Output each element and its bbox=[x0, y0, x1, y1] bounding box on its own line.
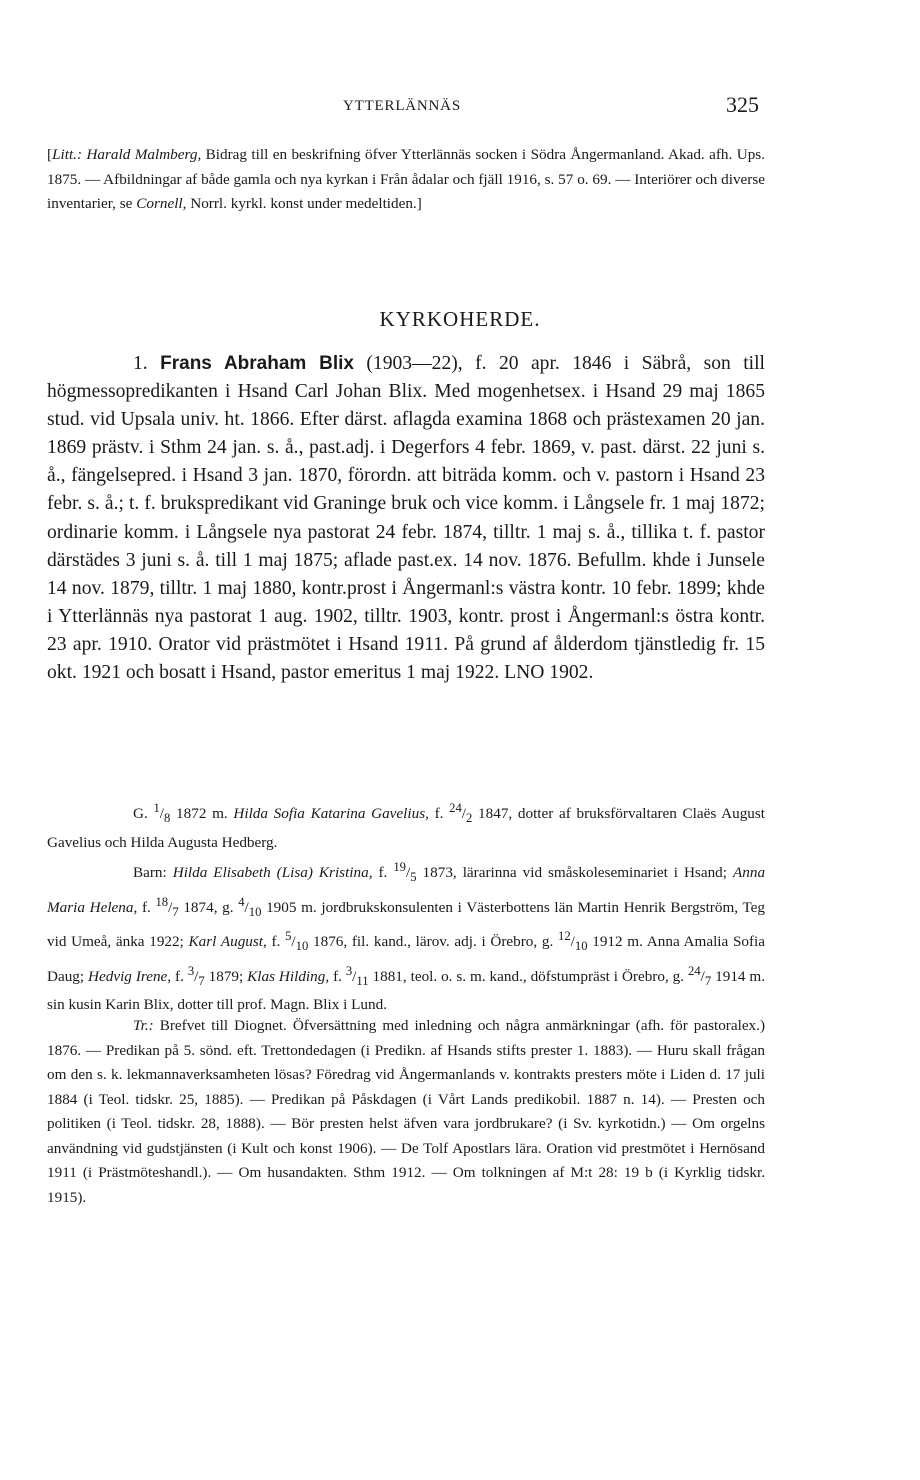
date-sup: 1 bbox=[153, 801, 160, 815]
works-text: Brefvet till Diognet. Öfversättning med inledning och några anmärkningar (afh. för pastoralex.) 1876. — Predikan på 5. sönd. eft. Trettondedagen (i Predikn. af Hsands stifts prester 1. 1883). — Huru skall frågan om den s. k. lekmannaverksamheten lösas? Föredrag vid Ångermanlands v. kontrakts presters möte i Liden d. 17 juli 1884 (i Teol. tidskr. 25, 1885). — Predikan på Påskdagen (i Vårt Lands predikobil. 1887 n. 14). — Presten och politiken (i Teol. tidskr. 28, 1888). — Bör presten helst äfven vara jordbrukare? (i Sv. kyrkotidn.) — Om orgelns användning vid gudstjänsten (i Kult och konst 1906). — De Tolf Apostlars lära. Oration vid prestmötet i Hernösand 1911 (i Prästmöteshandl.). — Om husandakten. Sthm 1912. — Om tolkningen af M:t 28: 19 b (i Kyrklig tidskr. 1915). bbox=[47, 1017, 766, 1206]
entry-number: 1. bbox=[133, 353, 148, 374]
born-abbr: f. bbox=[434, 805, 444, 823]
born-abbr: f. bbox=[333, 967, 342, 985]
marriage-paragraph: G. $^1/_8$ 1872 m. Hilda Sofia Katarina Gavelius, f. $^{24}/_2$ 1847, dotter af bruksförvaltaren Claës August Gavelius och Hilda Augusta Hedberg. bbox=[47, 801, 766, 851]
child-name: Klas Hilding, bbox=[247, 967, 330, 985]
marriage-year: 1872 m. bbox=[176, 805, 228, 823]
date-sub: 5 bbox=[410, 870, 417, 885]
child-name: Hedvig Irene, bbox=[88, 967, 172, 985]
marriage-g: G. bbox=[133, 805, 148, 823]
date-sub: 10 bbox=[295, 939, 309, 954]
date-sup: 5 bbox=[285, 929, 292, 944]
biography-text: (1903—22), f. 20 apr. 1846 i Säbrå, son till högmessopredikanten i Hsand Carl Johan Blix. Med mogenhetsex. i Hsand 29 maj 1865 stud. vid Upsala univ. ht. 1866. Efter därst. aflagda examina 1868 och prästexamen 20 jan. 1869 prästv. i Sthm 24 jan. s. å., past.adj. i Degerfors 4 febr. 1869, v. past. därst. 22 juni s. å., fängelsepred. i Hsand 3 jan. 1870, förordn. att biträda komm. och v. pastorn i Hsand 23 febr. s. å.; t. f. brukspredikant vid Graninge bruk och vice komm. i Långsele fr. 1 maj 1872; ordinarie komm. i Långsele nya pastorat 24 febr. 1874, tilltr. 1 maj s. å., tillika t. f. pastor därstädes 3 juni s. å. till 1 maj 1875; aflade past.ex. 14 nov. 1876. Befullm. khde i Junsele 14 nov. 1879, tilltr. 1 maj 1880, kontr.prost i Ångermanl:s västra kontr. 10 febr. 1899; khde i Ytterlännäs nya pastorat 1 aug. 1902, tilltr. 1903, kontr. prost i Ångermanl:s östra kontr. 23 apr. 1910. Orator vid prästmötet i Hsand 1911. På grund af ålderdom tjänstledig fr. 15 okt. 1921 och bosatt i Hsand, pastor emeritus 1 maj 1922. LNO 1902. bbox=[47, 353, 765, 684]
child-details: 1879; bbox=[208, 967, 244, 985]
date-sup: 3 bbox=[187, 963, 195, 978]
date-sup: 4 bbox=[238, 894, 245, 909]
child-details: 1914 m. sin kusin Karin Blix, dotter till prof. Magn. Blix i Lund. bbox=[47, 967, 766, 1014]
date-sub: 10 bbox=[248, 904, 262, 919]
literature-bracket: [ bbox=[47, 146, 53, 163]
born-abbr: f. bbox=[175, 967, 184, 985]
family-section bbox=[47, 796, 765, 1018]
literature-text-1: Bidrag till en beskrifning öfver Ytterlännäs socken i Södra Ångermanland. Akad. afh. Ups. 1875. — Afbildningar af både gamla och nya kyrkan i Från ådalar och fjäll 1916, s. 57 o. 69. — Interiörer och diverse inventarier, se bbox=[47, 146, 766, 212]
running-title: YTTERLÄNNÄS bbox=[343, 98, 461, 114]
literature-author-2: Cornell, bbox=[136, 195, 187, 212]
born-abbr: f. bbox=[378, 864, 388, 882]
children-paragraph: Barn: Hilda Elisabeth (Lisa) Kristina, f. $^{19}/_5$ 1873, lärarinna vid småskoleseminariet i Hsand; Anna Maria Helena, f. $^{18}/_7$ 1874, g. $^4/_{10}$ 1905 m. jordbrukskonsulenten i Västerbottens län Martin Henrik Bergström, Teg vid Umeå, änka 1922; Karl August, f. $^5/_{10}$ 1876, fil. kand., lärov. adj. i Örebro, g. $^{12}/_{10}$ 1912 m. Anna Amalia Sofia Daug; Hedvig Irene, f. $^3/_7$ 1879; Klas Hilding, f. $^3/_{11}$ 1881, teol. o. s. m. kand., döfstumpräst i Örebro, g. $^{24}/_7$ 1914 m. sin kusin Karin Blix, dotter till prof. Magn. Blix i Lund. bbox=[47, 860, 766, 1014]
date-sup: 12 bbox=[557, 929, 571, 944]
child-details: 1874, g. bbox=[183, 898, 234, 916]
section-heading: KYRKOHERDE. bbox=[379, 307, 541, 331]
literature-note bbox=[47, 143, 765, 217]
biography-entry bbox=[47, 350, 765, 687]
date-sub: 7 bbox=[198, 973, 205, 988]
page-number: 325 bbox=[726, 92, 759, 117]
person-name: Frans Abraham Blix bbox=[160, 353, 354, 374]
child-details: 1905 m. jordbrukskonsulenten i Västerbottens län Martin Henrik Bergström, Teg vid Umeå, änka 1922; bbox=[47, 898, 766, 951]
born-abbr: f. bbox=[141, 898, 151, 916]
date-sup: 19 bbox=[393, 860, 406, 875]
date-sub: 8 bbox=[164, 811, 171, 826]
child-name: Anna Maria Helena, bbox=[47, 864, 766, 916]
literature-author-1: Harald Malmberg, bbox=[86, 146, 202, 163]
works-label: Tr.: bbox=[133, 1017, 154, 1034]
child-details: 1876, fil. kand., lärov. adj. i Örebro, g. bbox=[313, 933, 554, 951]
child-name: Karl August, bbox=[188, 933, 267, 951]
date-sup: 18 bbox=[155, 894, 169, 909]
born-abbr: f. bbox=[271, 933, 281, 951]
child-details: 1912 m. Anna Amalia Sofia Daug; bbox=[47, 933, 766, 985]
child-details: 1881, teol. o. s. m. kand., döfstumpräst i Örebro, g. bbox=[372, 967, 685, 985]
literature-text-2: Norrl. kyrkl. konst under medeltiden.] bbox=[190, 195, 422, 212]
date-sup: 24 bbox=[688, 963, 701, 978]
date-sub: 7 bbox=[704, 973, 712, 988]
wife-name: Hilda Sofia Katarina Gavelius, bbox=[233, 805, 429, 823]
date-sub: 7 bbox=[172, 904, 179, 919]
child-details: 1873, lärarinna vid småskoleseminariet i Hsand; bbox=[422, 864, 727, 882]
literature-label: Litt.: bbox=[52, 146, 83, 163]
works-section bbox=[47, 1014, 765, 1210]
marriage-rest: 1847, dotter af bruksförvaltaren Claës August Gavelius och Hilda Augusta Hedberg. bbox=[47, 805, 766, 851]
date-sub: 11 bbox=[356, 973, 369, 988]
date-sub: 10 bbox=[574, 939, 588, 954]
date-sup: 24 bbox=[449, 801, 462, 815]
children-label: Barn: bbox=[133, 864, 167, 882]
child-name: Hilda Elisabeth (Lisa) Kristina, bbox=[172, 864, 373, 882]
date-sup: 3 bbox=[345, 963, 353, 978]
date-sub: 2 bbox=[466, 811, 473, 826]
